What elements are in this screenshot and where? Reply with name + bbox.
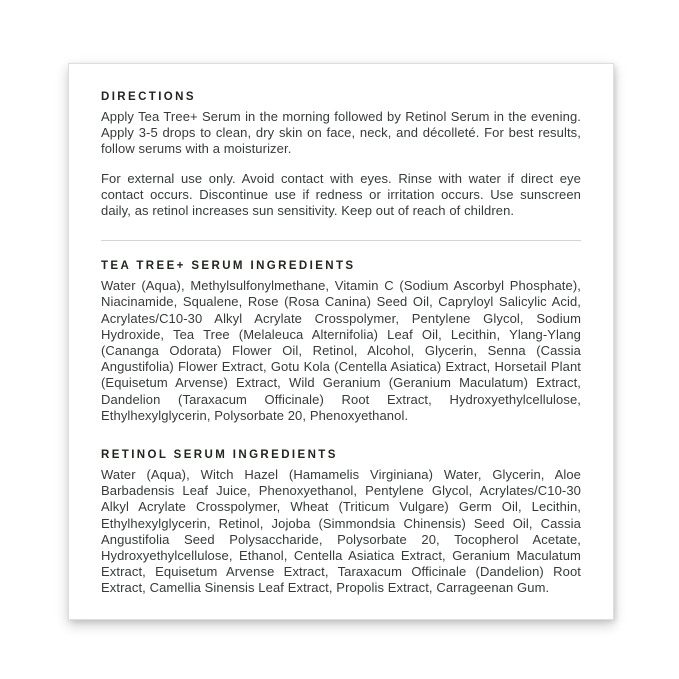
directions-section — [101, 91, 581, 219]
section-divider — [101, 240, 581, 241]
tea-tree-ingredients-text: Water (Aqua), Methylsulfonylmethane, Vitamin C (Sodium Ascorbyl Phosphate), Niacinamide, Squalene, Rose (Rosa Canina) Seed Oil, Capryloyl Salicylic Acid, Acrylates/C10-30 Alkyl Acrylate Crosspolymer, Pentylene Glycol, Sodium Hydroxide, Tea Tree (Melaleuca Alternifolia) Leaf Oil, Lecithin, Ylang-Ylang (Cananga Odorata) Flower Oil, Retinol, Alcohol, Glycerin, Senna (Cassia Angustifolia) Flower Extract, Gotu Kola (Centella Asiatica) Extract, Horsetail Plant (Equisetum Arvense) Extract, Wild Geranium (Geranium Maculatum) Extract, Dandelion (Taraxacum Officinale) Root Extract, Hydroxyethylcellulose, Ethylhexylglycerin, Polysorbate 20, Phenoxyethanol. — [101, 278, 581, 423]
directions-usage-paragraph: Apply Tea Tree+ Serum in the morning followed by Retinol Serum in the evening. Apply 3-5 drops to clean, dry skin on face, neck, and décolleté. For best results, follow serums with a moisturizer. — [101, 109, 581, 157]
directions-warning-paragraph: For external use only. Avoid contact with eyes. Rinse with water if direct eye contact occurs. Discontinue use if redness or irritation occurs. Use sunscreen daily, as retinol increases sun sensitivity. Keep out of reach of children. — [101, 170, 581, 219]
retinol-ingredients-heading: RETINOL SERUM INGREDIENTS — [101, 449, 338, 462]
tea-tree-ingredients-heading: TEA TREE+ SERUM INGREDIENTS — [101, 260, 356, 273]
retinol-ingredients-section — [101, 449, 581, 597]
tea-tree-ingredients-section — [101, 260, 581, 424]
retinol-ingredients-text: Water (Aqua), Witch Hazel (Hamamelis Virginiana) Water, Glycerin, Aloe Barbadensis Leaf Juice, Phenoxyethanol, Pentylene Glycol, Acrylates/C10-30 Alkyl Acrylate Crosspolymer, Wheat (Triticum Vulgare) Germ Oil, Lecithin, Ethylhexylglycerin, Retinol, Jojoba (Simmondsia Chinensis) Seed Oil, Cassia Angustifolia Seed Polysaccharide, Polysorbate 20, Tocopherol Acetate, Hydroxyethylcellulose, Ethanol, Centella Asiatica Extract, Geranium Maculatum Extract, Equisetum Arvense Extract, Taraxacum Officinale (Dandelion) Root Extract, Camellia Sinensis Leaf Extract, Propolis Extract, Carrageenan Gum. — [101, 467, 581, 596]
directions-heading: DIRECTIONS — [101, 91, 196, 103]
product-label-card — [68, 63, 614, 620]
